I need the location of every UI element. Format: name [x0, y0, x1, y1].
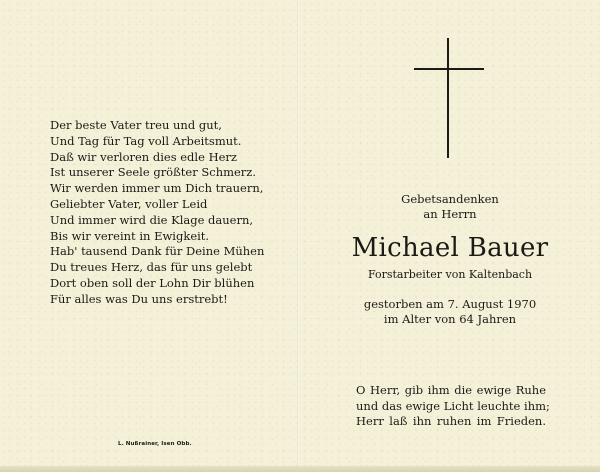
memorial-line-1: Gebetsandenken: [401, 192, 499, 206]
poem-line: Und Tag für Tag voll Arbeitsmut.: [50, 133, 242, 148]
printer-imprint: L. Nußrainer, Isen Obb.: [118, 441, 192, 447]
occupation: Forstarbeiter von Kaltenbach: [367, 268, 533, 281]
poem-line: Bis wir vereint in Ewigkeit.: [50, 228, 210, 243]
prayer: [356, 383, 550, 430]
poem-line: Geliebter Vater, voller Leid: [50, 196, 208, 211]
poem-line: Der beste Vater treu und gut,: [50, 118, 222, 132]
prayer-line: Herr laß ihn ruhen im Frieden.: [356, 414, 546, 428]
poem-line: Hab' tausend Dank für Deine Mühen: [50, 244, 265, 259]
fold-line: [297, 0, 299, 472]
death-date: gestorben am 7. August 1970: [363, 297, 537, 311]
poem-line: Für alles was Du uns erstrebt!: [50, 291, 228, 306]
memorial-line-2: an Herrn: [423, 207, 477, 221]
cross-vertical-bar: [447, 38, 449, 158]
poem-line: Ist unserer Seele größter Schmerz.: [50, 165, 257, 180]
deceased-name: Michael Bauer: [351, 233, 549, 263]
death-details: [330, 297, 570, 327]
age-at-death: im Alter von 64 Jahren: [383, 312, 517, 326]
poem-line: Dort oben soll der Lohn Dir blühen: [50, 275, 255, 290]
prayer-line: O Herr, gib ihm die ewige Ruhe: [356, 383, 546, 397]
latin-cross-icon: [414, 38, 484, 158]
poem-line: Du treues Herz, das für uns gelebt: [50, 260, 253, 275]
poem-line: Wir werden immer um Dich trauern,: [50, 181, 264, 196]
bottom-edge: [0, 466, 600, 472]
memorial-heading: [330, 192, 570, 222]
prayer-line: und das ewige Licht leuchte ihm;: [356, 398, 550, 413]
poem-line: Daß wir verloren dies edle Herz: [50, 149, 237, 164]
poem: [50, 118, 290, 308]
cross-horizontal-bar: [414, 68, 484, 70]
poem-line: Und immer wird die Klage dauern,: [50, 212, 254, 227]
